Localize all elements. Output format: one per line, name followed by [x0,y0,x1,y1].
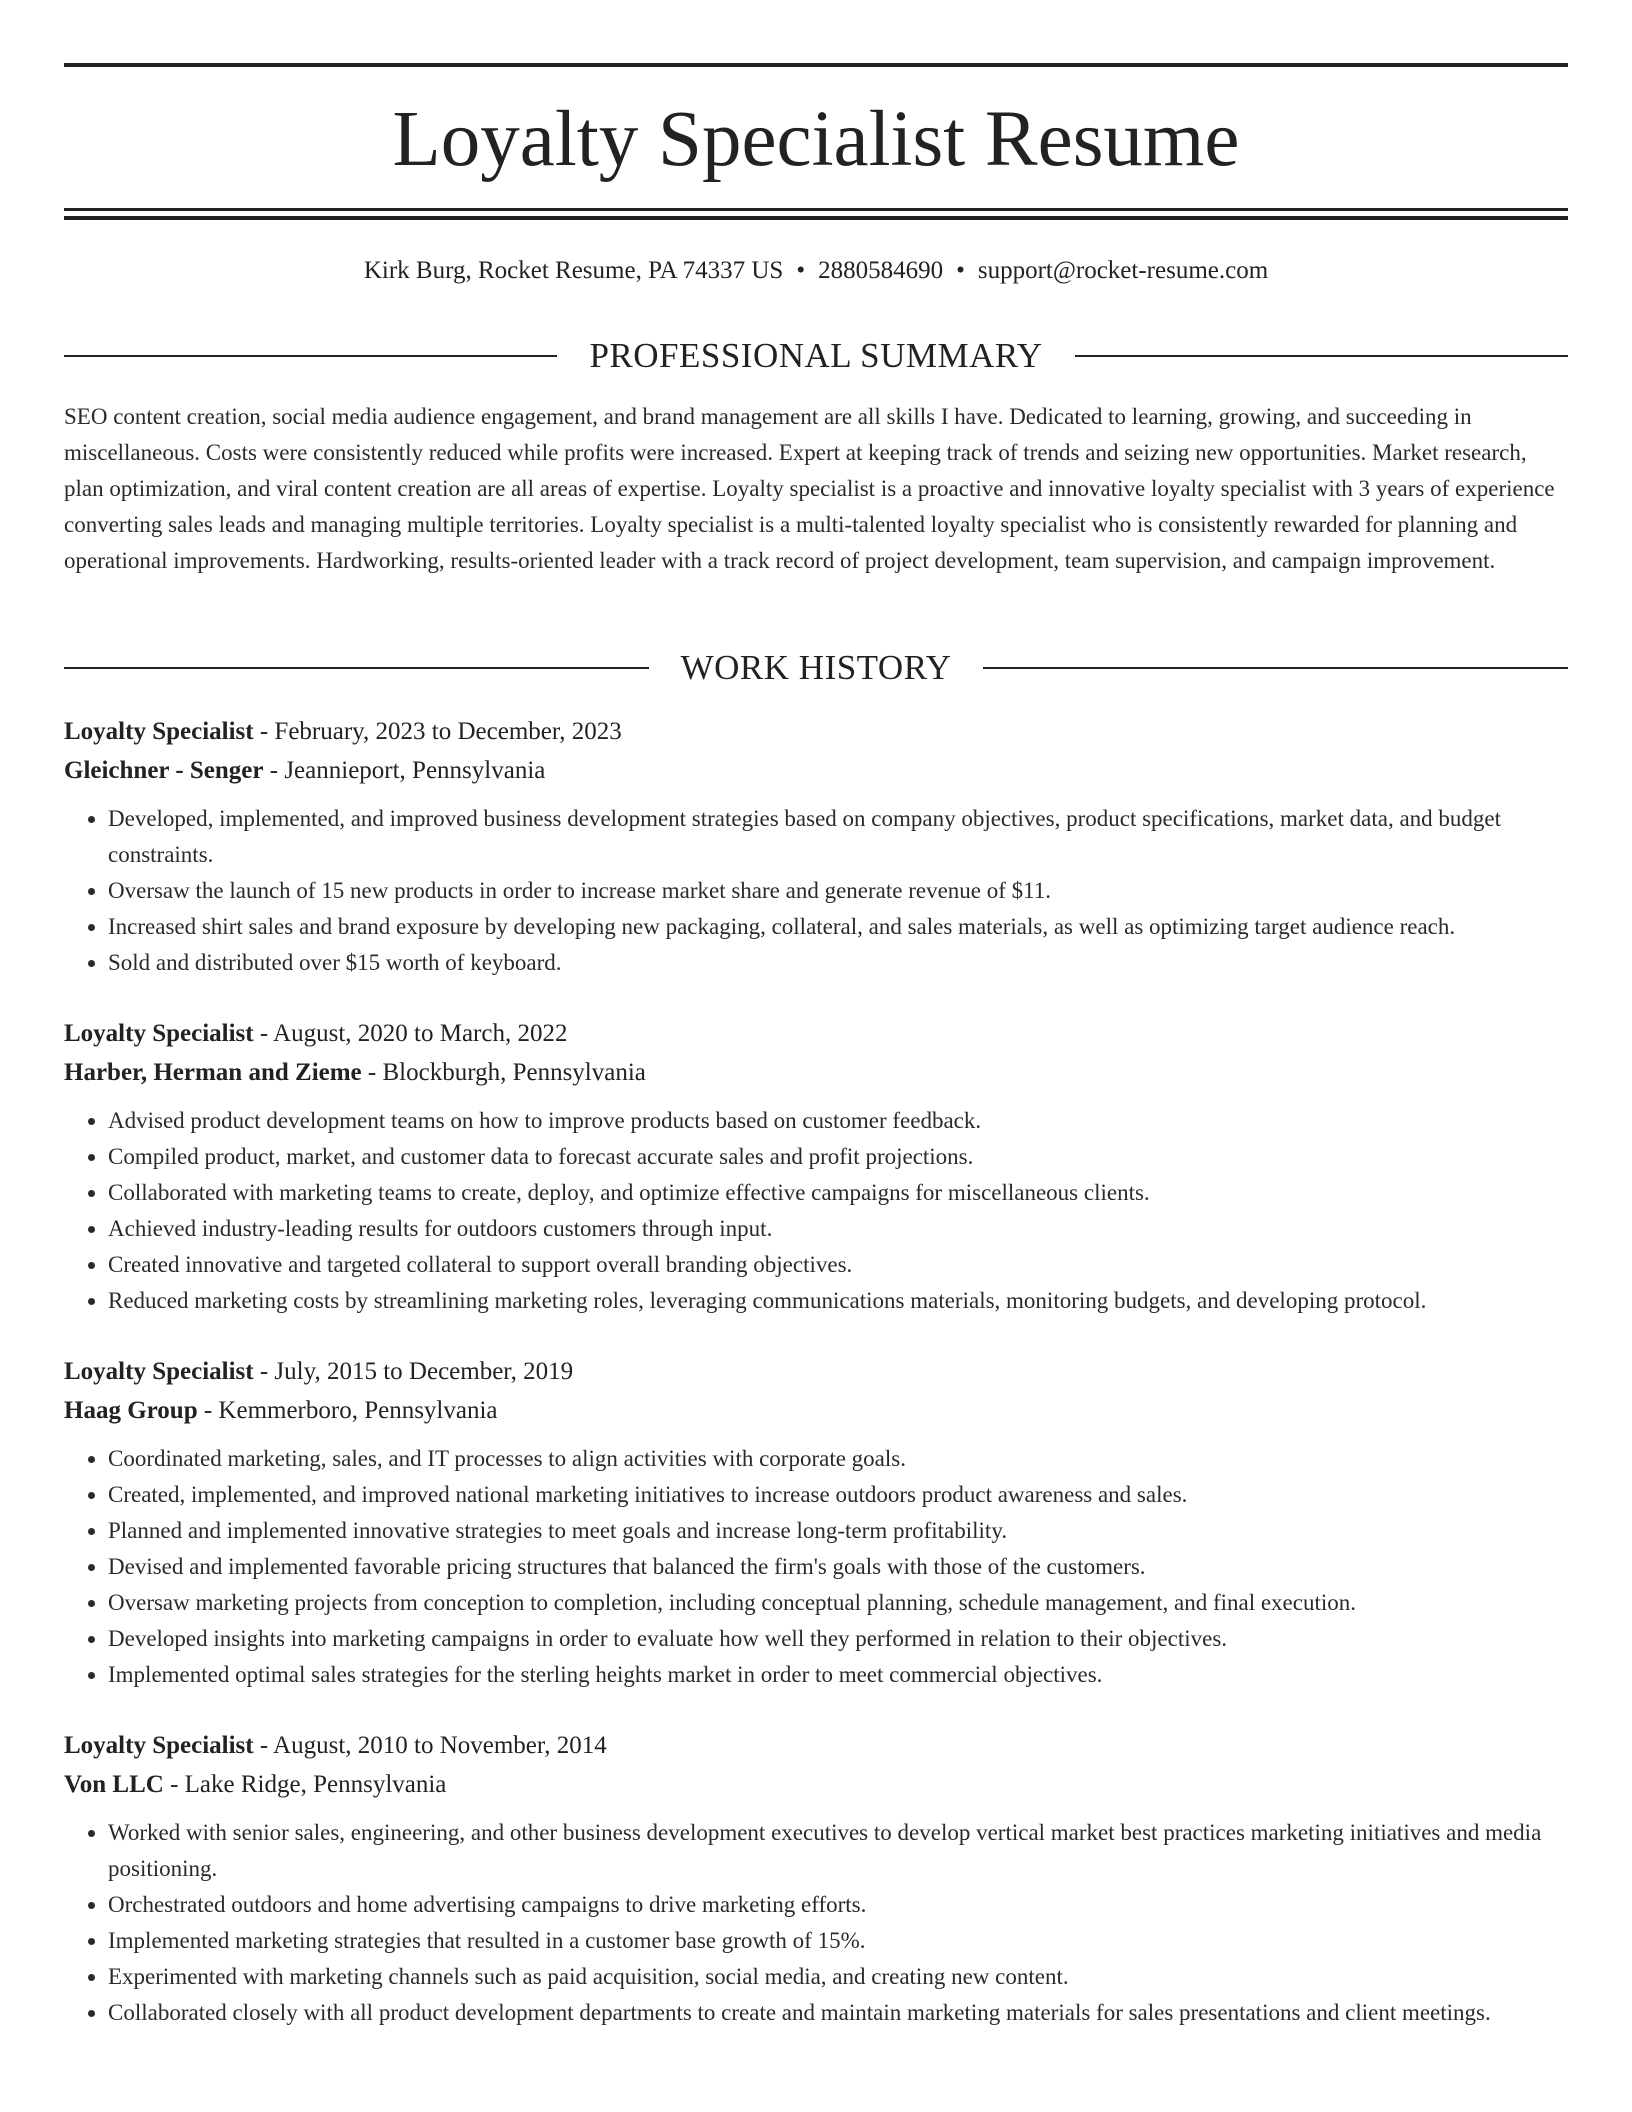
job-employer-line [64,1053,1568,1092]
job-employer-line [64,751,1568,790]
job-bullets [64,801,1568,981]
job-title-line [64,712,1568,751]
job-location: - Kemmerboro, Pennsylvania [197,1397,498,1424]
title-top-rule [64,63,1568,67]
job-dates: - August, 2010 to November, 2014 [253,1732,607,1759]
job-bullet: • Achieved industry-leading results for outdoors customers through input. [108,1211,1568,1247]
job-bullet: • Devised and implemented favorable pricing structures that balanced the firm's goals with those of the customers. [108,1549,1568,1585]
job-title-line [64,1352,1568,1391]
job-dates: - July, 2015 to December, 2019 [253,1358,574,1385]
job-employer-line [64,1765,1568,1804]
job-bullet: • Planned and implemented innovative strategies to meet goals and increase long-term profitability. [108,1513,1568,1549]
job-title-line [64,1726,1568,1765]
job-entry [64,712,1568,981]
job-bullet: • Collaborated closely with all product development departments to create and maintain marketing materials for sales presentations and client meetings. [108,1995,1568,2031]
job-location: - Blockburgh, Pennsylvania [361,1059,646,1086]
job-company: Harber, Herman and Zieme [64,1059,362,1086]
work-history-list [64,712,1568,2064]
job-bullet: • Oversaw the launch of 15 new products in order to increase market share and generate revenue of $11. [108,873,1568,909]
summary-section-heading [64,334,1568,378]
heading-rule-left [64,355,557,357]
work-history-section-heading [64,646,1568,690]
job-bullet: • Orchestrated outdoors and home advertising campaigns to drive marketing efforts. [108,1887,1568,1923]
job-bullet: • Increased shirt sales and brand exposure by developing new packaging, collateral, and sales materials, as well as optimizing target audience reach. [108,909,1568,945]
job-bullets [64,1815,1568,2031]
contact-email: support@rocket-resume.com [977,257,1269,284]
job-entry [64,1014,1568,1319]
job-company: Haag Group [64,1397,198,1424]
job-role: Loyalty Specialist [64,1358,254,1385]
job-bullets [64,1103,1568,1319]
heading-rule-right [983,667,1568,669]
job-bullet: • Implemented marketing strategies that resulted in a customer base growth of 15%. [108,1923,1568,1959]
job-role: Loyalty Specialist [64,1020,254,1047]
job-bullet: • Coordinated marketing, sales, and IT processes to align activities with corporate goals. [108,1441,1568,1477]
job-entry [64,1352,1568,1693]
job-dates: - February, 2023 to December, 2023 [253,718,622,745]
job-bullets [64,1441,1568,1693]
job-employer-line [64,1391,1568,1430]
contact-phone: 2880584690 [818,257,944,284]
job-role: Loyalty Specialist [64,1732,254,1759]
job-bullet: • Sold and distributed over $15 worth of keyboard. [108,945,1568,981]
job-bullet: • Oversaw marketing projects from conception to completion, including conceptual planning, schedule management, and final execution. [108,1585,1568,1621]
job-bullet: • Created, implemented, and improved national marketing initiatives to increase outdoors product awareness and sales. [108,1477,1568,1513]
job-bullet: • Developed, implemented, and improved business development strategies based on company objectives, product specifications, market data, and budget constraints. [108,801,1568,873]
job-title-line [64,1014,1568,1053]
job-bullet: • Implemented optimal sales strategies for the sterling heights market in order to meet commercial objectives. [108,1657,1568,1693]
job-bullet: • Collaborated with marketing teams to create, deploy, and optimize effective campaigns for miscellaneous clients. [108,1175,1568,1211]
summary-heading-text: PROFESSIONAL SUMMARY [589,336,1043,375]
job-location: - Lake Ridge, Pennsylvania [163,1771,447,1798]
job-bullet: • Worked with senior sales, engineering, and other business development executives to develop vertical market best practices marketing initiatives and media positioning. [108,1815,1568,1887]
job-entry [64,1726,1568,2031]
job-company: Von LLC [64,1771,164,1798]
work-history-heading-text: WORK HISTORY [680,648,952,687]
contact-separator: • [956,257,965,284]
job-role: Loyalty Specialist [64,718,254,745]
heading-rule-right [1075,355,1568,357]
job-bullet: • Compiled product, market, and customer data to forecast accurate sales and profit projections. [108,1139,1568,1175]
job-bullet: • Developed insights into marketing campaigns in order to evaluate how well they performed in relation to their objectives. [108,1621,1568,1657]
document-title: Loyalty Specialist Resume [392,96,1240,183]
job-bullet: • Advised product development teams on how to improve products based on customer feedback. [108,1103,1568,1139]
contact-separator: • [796,257,806,284]
contact-address: Kirk Burg, Rocket Resume, PA 74337 US [363,257,784,284]
job-bullet: • Reduced marketing costs by streamlining marketing roles, leveraging communications materials, monitoring budgets, and developing protocol. [108,1283,1568,1319]
job-bullet: • Experimented with marketing channels such as paid acquisition, social media, and creating new content. [108,1959,1568,1995]
professional-summary-text: SEO content creation, social media audience engagement, and brand management are all skills I have. Dedicated to learning, growing, and succeeding in miscellaneous. Costs were consistently reduced while profits were increased. Expert at keeping track of trends and seizing new opportunities. Market research, plan optimization, and viral content creation are all areas of expertise. Loyalty specialist is a proactive and innovative loyalty specialist with 3 years of experience converting sales leads and managing multiple territories. Loyalty specialist is a multi-talented loyalty specialist who is consistently rewarded for planning and operational improvements. Hardworking, results-oriented leader with a track record of project development, team supervision, and campaign improvement. [64,404,1555,573]
job-dates: - August, 2020 to March, 2022 [253,1020,568,1047]
job-company: Gleichner - Senger [64,757,264,784]
job-bullet: • Created innovative and targeted collateral to support overall branding objectives. [108,1247,1568,1283]
heading-rule-left [64,667,649,669]
title-double-rule [64,208,1568,220]
job-location: - Jeannieport, Pennsylvania [263,757,546,784]
contact-line [64,253,1568,289]
